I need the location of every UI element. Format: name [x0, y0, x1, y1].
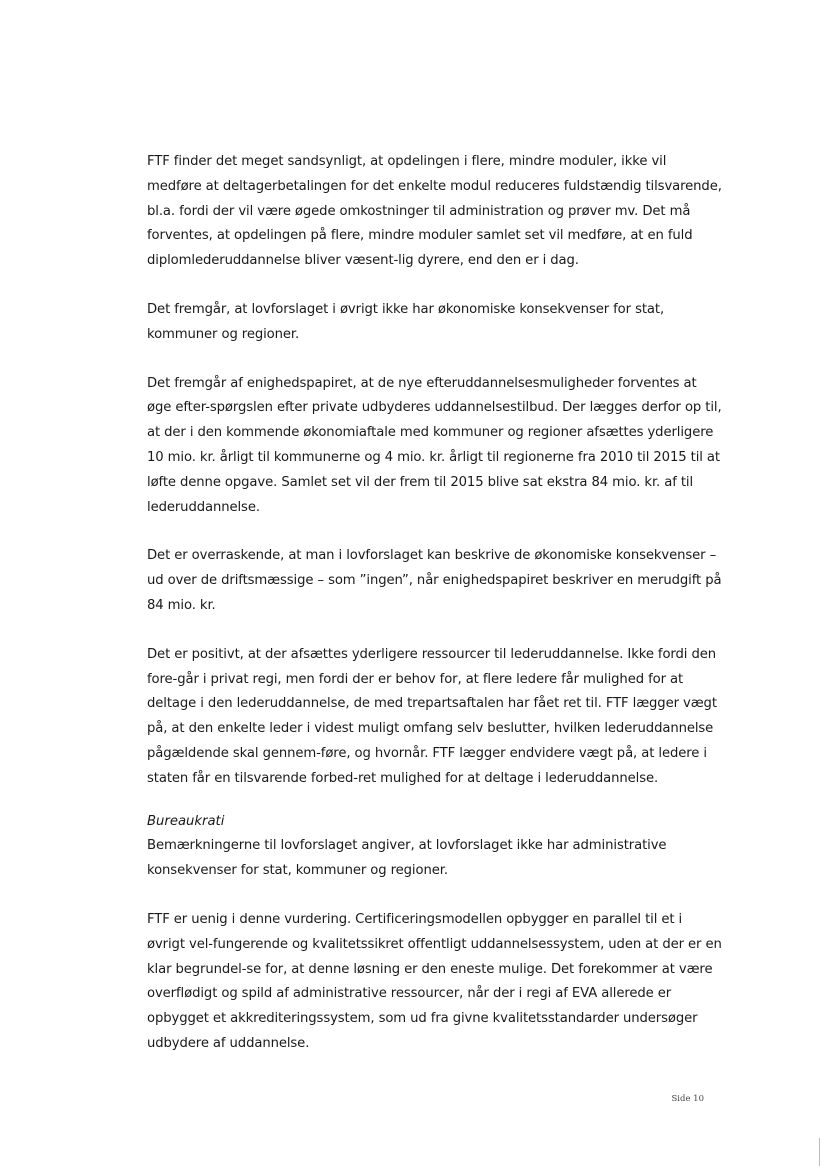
- section-heading-bureaukrati: Bureaukrati: [147, 813, 225, 829]
- paragraph-diplom-cost: FTF finder det meget sandsynligt, at opdelingen i flere, mindre moduler, ikke vil medføre at deltagerbetalingen for det enkelte modul reduceres fuldstændig tilsvarende, bl.a. fordi der vil være øgede omkostninger til administration og prøver mv. Det må forventes, at opdelingen på flere, mindre moduler samlet set vil medføre, at en fuld diplomlederuddannelse bliver væsent-lig dyrere, end den er i dag.: [147, 154, 722, 269]
- document-body: [147, 150, 722, 1057]
- paragraph-no-economic-consequences: Det fremgår, at lovforslaget i øvrigt ikke har økonomiske konsekvenser for stat, kommuner og regioner.: [147, 301, 665, 342]
- paragraph-admin-consequences: Bemærkningerne til lovforslaget angiver, at lovforslaget ikke har administrative konsekvenser for stat, kommuner og regioner.: [147, 838, 667, 879]
- page-number: Side 10: [671, 1094, 704, 1104]
- paragraph-agreement-funding: Det fremgår af enighedspapiret, at de nye efteruddannelsesmuligheder forventes at øge efter-spørgslen efter private udbyderes uddannelsestilbud. Der lægges derfor op til, at der i den kommende økonomiaftale med kommuner og regioner afsættes yderligere 10 mio. kr. årligt til kommunerne og 4 mio. kr. årligt til regionerne fra 2010 til 2015 til at løfte denne opgave. Samlet set vil der frem til 2015 blive sat ekstra 84 mio. kr. af til lederuddannelse.: [147, 375, 722, 515]
- paragraph-ftf-disagrees: FTF er uenig i denne vurdering. Certificeringsmodellen opbygger en parallel til et i øvrigt vel-fungerende og kvalitetssikret offentligt uddannelsessystem, uden at der er en klar begrundel-se for, at denne løsning er den eneste mulige. Det forekommer at være overflødigt og spild af administrative ressourcer, når der i regi af EVA allerede er opbygget et akkrediteringssystem, som ud fra givne kvalitetsstandarder undersøger udbydere af uddannelse.: [147, 911, 722, 1051]
- scan-edge-mark: [819, 1138, 820, 1166]
- paragraph-positive-resources: Det er positivt, at der afsættes yderligere ressourcer til lederuddannelse. Ikke fordi den fore-går i privat regi, men fordi der er behov for, at flere ledere får mulighed for at deltage i den lederuddannelse, de med trepartsaftalen har fået ret til. FTF lægger vægt på, at den enkelte leder i videst muligt omfang selv beslutter, hvilken lederuddannelse pågældende skal gennem-føre, og hvornår. FTF lægger endvidere vægt på, at ledere i staten får en tilsvarende forbed-ret mulighed for at deltage i lederuddannelse.: [147, 646, 717, 786]
- paragraph-surprising: Det er overraskende, at man i lovforslaget kan beskrive de økonomiske konsekvenser – ud over de driftsmæssige – som ”ingen”, når enighedspapiret beskriver en merudgift på 84 mio. kr.: [147, 548, 722, 613]
